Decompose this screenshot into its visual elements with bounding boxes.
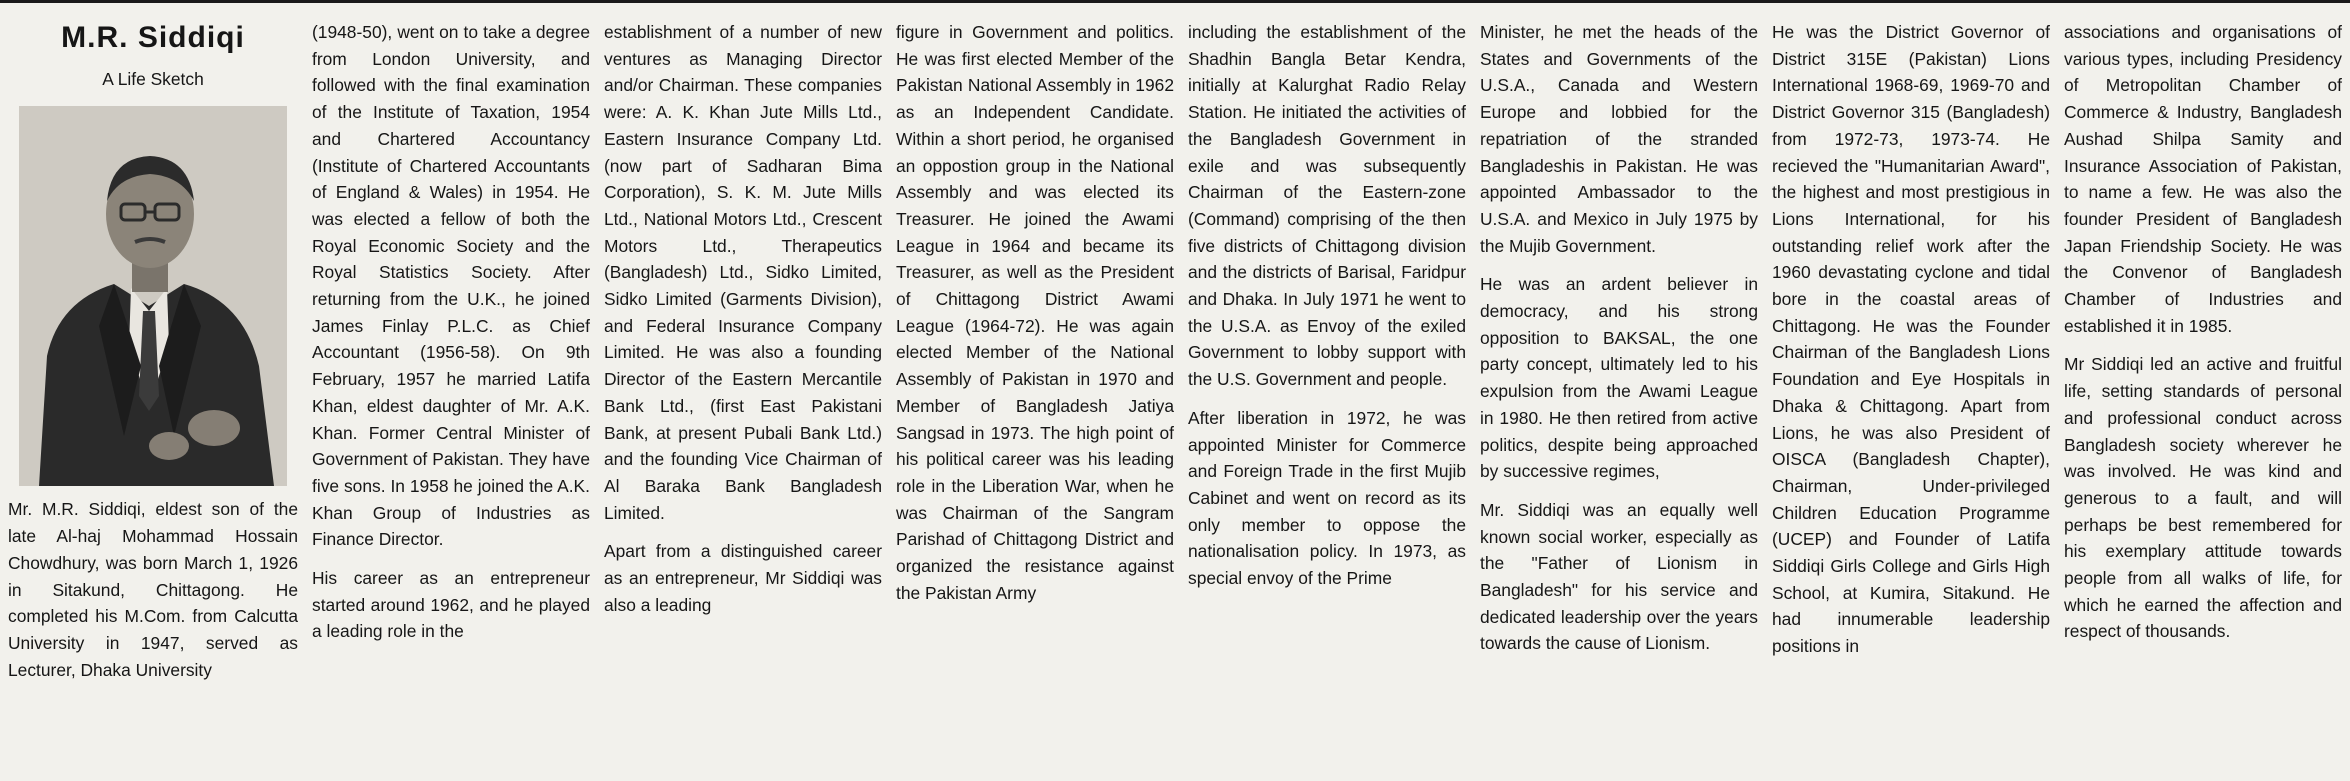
article-column-7: [1772, 19, 2050, 781]
article-column-8: [2064, 19, 2342, 781]
article-paragraph: (1948-50), went on to take a degree from London University, and followed with the final examination of the Institute of Taxation, 1954 and Chartered Accountancy (Institute of Chartered Accountants of England & Wales) in 1954. He was elected a fellow of both the Royal Economic Society and the Royal Statistics Society. After returning from the U.K., he joined James Finlay P.L.C. as Chief Accountant (1956-58). On 9th February, 1957 he married Latifa Khan, eldest daughter of Mr. A.K. Khan. Former Central Minister of Government of Pakistan. They have five sons. In 1958 he joined the A.K. Khan Group of Industries as Finance Director.: [312, 22, 590, 550]
article-text-column-2: [312, 19, 590, 645]
portrait-photo: [19, 106, 287, 486]
article-paragraph: Apart from a distinguished career as an entrepreneur, Mr Siddiqi was also a leading: [604, 541, 882, 615]
article-text-column-1: Mr. M.R. Siddiqi, eldest son of the late Al-haj Mohammad Hossain Chowdhury, was born March 1, 1926 in Sitakund, Chittagong. He completed his M.Com. from Calcutta University in 1947, served as Lecturer, Dhaka University: [8, 499, 298, 680]
article-paragraph: His career as an entrepreneur started around 1962, and he played a leading role in the: [312, 568, 590, 642]
article-column-3: [604, 19, 882, 781]
article-paragraph: including the establishment of the Shadhin Bangla Betar Kendra, initially at Kalurghat Radio Relay Station. He initiated the activities of the Bangladesh Government in exile and was subsequently Chairman of the Eastern-zone (Command) comprising of the then five districts of Chittagong division and the districts of Barisal, Faridpur and Dhaka. In July 1971 he went to the U.S.A. as Envoy of the exiled Government to lobby support with the U.S. Government and people.: [1188, 22, 1466, 390]
article-column-1: [8, 19, 298, 781]
article-text-column-6: [1480, 19, 1758, 657]
article-paragraph: After liberation in 1972, he was appointed Minister for Commerce and Foreign Trade in the first Mujib Cabinet and went on record as its only member to oppose the nationalisation policy. In 1973, as special envoy of the Prime: [1188, 407, 1466, 589]
portrait-photo-image: [19, 106, 287, 486]
article-text-column-3: [604, 19, 882, 618]
article-paragraph: associations and organisations of various types, including Presidency of Metropolitan Chamber of Commerce & Industry, Bangladesh Aushad Shilpa Samity and Insurance Association of Pakistan, to name a few. He was also the founder President of Bangladesh Japan Friendship Society. He was the Convenor of Bangladesh Chamber of Industries and established it in 1985.: [2064, 22, 2342, 336]
article-text-column-5: [1188, 19, 1466, 592]
article-paragraph: Mr. Siddiqi was an equally well known social worker, especially as the "Father of Lionism in Bangladesh" for his service and dedicated leadership over the years towards the cause of Lionism.: [1480, 499, 1758, 654]
article-text-column-4: figure in Government and politics. He was first elected Member of the Pakistan National Assembly in 1962 as an Independent Candidate. Within a short period, he organised an oppostion group in the National Assembly and was elected its Treasurer. He joined the Awami League in 1964 and became its Treasurer, as well as the President of Chittagong District Awami League (1964-72). He was again elected Member of the National Assembly of Pakistan in 1970 and Member of Bangladesh Jatiya Sangsad in 1973. The high point of his political career was his leading role in the Liberation War, when he was Chairman of the Sangram Parishad of Chittagong District and organized the resistance against the Pakistan Army: [896, 22, 1174, 603]
article-subheadline: A Life Sketch: [102, 68, 204, 89]
article-paragraph: Minister, he met the heads of the States and Governments of the U.S.A., Canada and Western Europe and lobbied for the repatriation of the stranded Bangladeshis in Pakistan. He was appointed Ambassador to the U.S.A. and Mexico in July 1975 by the Mujib Government.: [1480, 22, 1758, 256]
article-headline: M.R. Siddiqi: [61, 21, 245, 54]
article-paragraph: establishment of a number of new ventures as Managing Director and/or Chairman. These companies were: A. K. Khan Jute Mills Ltd., Eastern Insurance Company Ltd. (now part of Sadharan Bima Corporation), S. K. M. Jute Mills Ltd., National Motors Ltd., Crescent Motors Ltd., Therapeutics (Bangladesh) Ltd., Sidko Limited, Sidko Limited (Garments Division), and Federal Insurance Company Limited. He was also a founding Director of the Eastern Mercantile Bank Ltd., (first East Pakistani Bank, at present Pubali Bank Ltd.) and the founding Vice Chairman of Al Baraka Bank Bangladesh Limited.: [604, 22, 882, 523]
article-paragraph: Mr Siddiqi led an active and fruitful life, setting standards of personal and professional conduct across Bangladesh society wherever he was involved. He was kind and generous to a fault, and will perhaps be best remembered for his exemplary attitude towards people from all walks of life, for which he earned the affection and respect of thousands.: [2064, 354, 2342, 642]
article-text-column-8: [2064, 19, 2342, 645]
article-column-6: [1480, 19, 1758, 781]
article-column-2: [312, 19, 590, 781]
article-column-5: [1188, 19, 1466, 781]
article-text-column-7: He was the District Governor of District 315E (Pakistan) Lions International 1968-69, 1969-70 and District Governor 315 (Bangladesh) from 1972-73, 1973-74. He recieved the "Humanitarian Award", the highest and most prestigious in Lions International, for his outstanding relief work after the 1960 devastating cyclone and tidal bore in the coastal areas of Chittagong. He was the Founder Chairman of the Bangladesh Lions Foundation and Eye Hospitals in Dhaka & Chittagong. Apart from Lions, he was also President of OISCA (Bangladesh Chapter), Chairman, Under-privileged Children Education Programme (UCEP) and Founder of Latifa Siddiqi Girls College and Girls High School, at Kumira, Sitakund. He had innumerable leadership positions in: [1772, 22, 2050, 657]
article-paragraph: He was an ardent believer in democracy, and his strong opposition to BAKSAL, the one party concept, ultimately led to his expulsion from the Awami League in 1980. He then retired from active politics, despite being approached by successive regimes,: [1480, 274, 1758, 482]
article-column-4: [896, 19, 1174, 781]
